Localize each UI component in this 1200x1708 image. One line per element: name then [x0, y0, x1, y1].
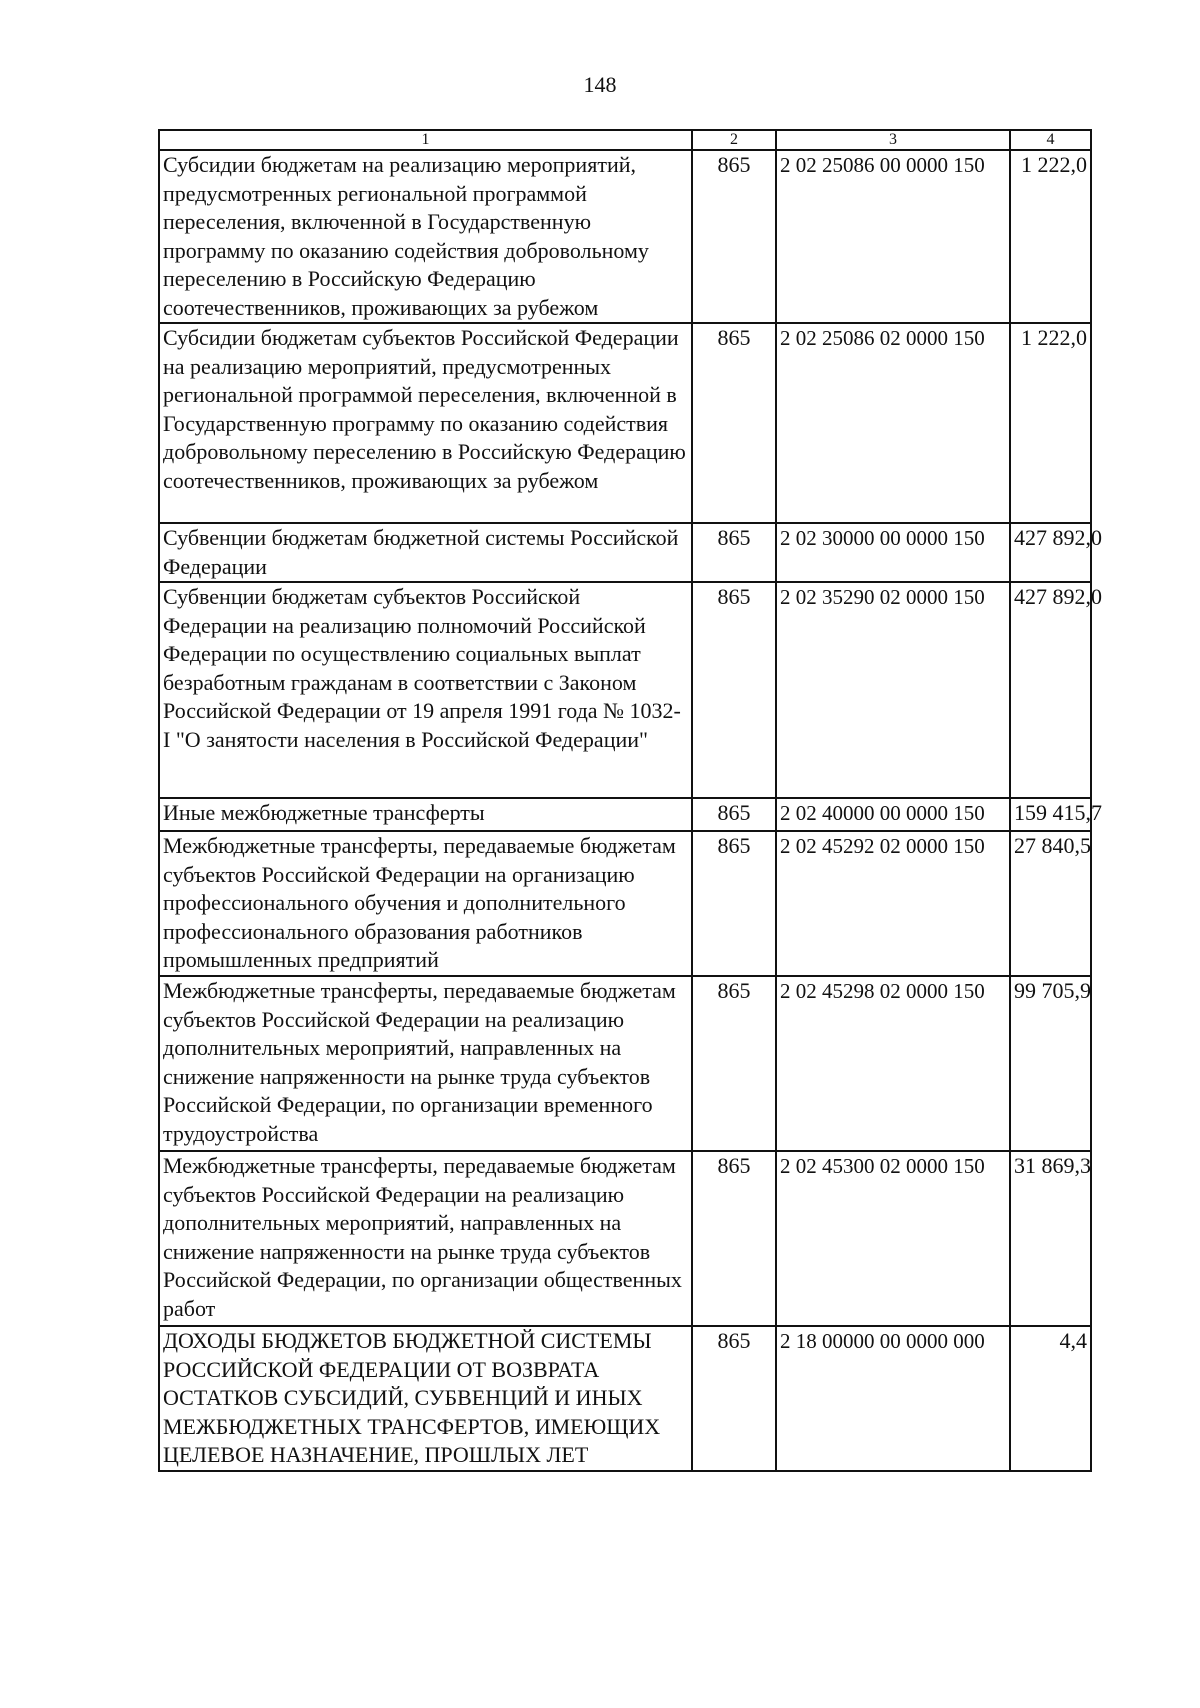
- table-row: [159, 831, 1091, 976]
- table-row: [159, 1326, 1091, 1471]
- table-row: [159, 523, 1091, 582]
- column-header: 1: [159, 130, 692, 150]
- administrator-code-cell: 865: [692, 1151, 776, 1326]
- budget-classification-code-cell: 2 02 40000 00 0000 150: [776, 798, 1010, 831]
- amount-cell: 427 892,0: [1010, 523, 1091, 582]
- revenue-name-cell: ДОХОДЫ БЮДЖЕТОВ БЮДЖЕТНОЙ СИСТЕМЫ РОССИЙСКОЙ ФЕДЕРАЦИИ ОТ ВОЗВРАТА ОСТАТКОВ СУБСИДИЙ, СУБВЕНЦИЙ И ИНЫХ МЕЖБЮДЖЕТНЫХ ТРАНСФЕРТОВ, ИМЕЮЩИХ ЦЕЛЕВОЕ НАЗНАЧЕНИЕ, ПРОШЛЫХ ЛЕТ: [159, 1326, 692, 1471]
- table-row: [159, 582, 1091, 798]
- budget-classification-code-cell: 2 18 00000 00 0000 000: [776, 1326, 1010, 1471]
- budget-classification-code-cell: 2 02 45292 02 0000 150: [776, 831, 1010, 976]
- budget-classification-code-cell: 2 02 25086 00 0000 150: [776, 150, 1010, 323]
- revenue-name-cell: Субвенции бюджетам субъектов Российской Федерации на реализацию полномочий Российской Федерации по осуществлению социальных выплат безработным гражданам в соответствии с Законом Российской Федерации от 19 апреля 1991 года № 1032-I "О занятости населения в Российской Федерации": [159, 582, 692, 798]
- administrator-code-cell: 865: [692, 976, 776, 1151]
- amount-cell: 427 892,0: [1010, 582, 1091, 798]
- administrator-code-cell: 865: [692, 798, 776, 831]
- budget-classification-code-cell: 2 02 30000 00 0000 150: [776, 523, 1010, 582]
- revenue-name-cell: Иные межбюджетные трансферты: [159, 798, 692, 831]
- administrator-code-cell: 865: [692, 523, 776, 582]
- administrator-code-cell: 865: [692, 1326, 776, 1471]
- table-row: [159, 323, 1091, 523]
- table-row: [159, 1151, 1091, 1326]
- page-number: 148: [583, 72, 617, 97]
- budget-classification-code-cell: 2 02 25086 02 0000 150: [776, 323, 1010, 523]
- revenue-name-cell: Межбюджетные трансферты, передаваемые бюджетам субъектов Российской Федерации на реализацию дополнительных мероприятий, направленных на снижение напряженности на рынке труда субъектов Российской Федерации, по организации общественных работ: [159, 1151, 692, 1326]
- amount-cell: 1 222,0: [1010, 323, 1091, 523]
- table-row: [159, 798, 1091, 831]
- amount-cell: 4,4: [1010, 1326, 1091, 1471]
- revenue-name-cell: Субсидии бюджетам субъектов Российской Федерации на реализацию мероприятий, предусмотренных региональной программой переселения, включенной в Государственную программу по оказанию содействия добровольному переселению в Российскую Федерацию соотечественников, проживающих за рубежом: [159, 323, 692, 523]
- amount-cell: 31 869,3: [1010, 1151, 1091, 1326]
- budget-classification-code-cell: 2 02 45300 02 0000 150: [776, 1151, 1010, 1326]
- administrator-code-cell: 865: [692, 150, 776, 323]
- column-header: 3: [776, 130, 1010, 150]
- amount-cell: 27 840,5: [1010, 831, 1091, 976]
- administrator-code-cell: 865: [692, 831, 776, 976]
- budget-revenue-table: [158, 129, 1102, 1472]
- budget-classification-code-cell: 2 02 45298 02 0000 150: [776, 976, 1010, 1151]
- table-row: [159, 150, 1091, 323]
- administrator-code-cell: 865: [692, 323, 776, 523]
- table-row: [159, 976, 1091, 1151]
- amount-cell: 99 705,9: [1010, 976, 1091, 1151]
- budget-classification-code-cell: 2 02 35290 02 0000 150: [776, 582, 1010, 798]
- revenue-name-cell: Межбюджетные трансферты, передаваемые бюджетам субъектов Российской Федерации на организацию профессионального обучения и дополнительного профессионального образования работников промышленных предприятий: [159, 831, 692, 976]
- table-header-row: [159, 130, 1091, 150]
- column-header: 4: [1010, 130, 1091, 150]
- revenue-name-cell: Субвенции бюджетам бюджетной системы Российской Федерации: [159, 523, 692, 582]
- revenue-name-cell: Субсидии бюджетам на реализацию мероприятий, предусмотренных региональной программой переселения, включенной в Государственную программу по оказанию содействия добровольному переселению в Российскую Федерацию соотечественников, проживающих за рубежом: [159, 150, 692, 323]
- column-header: 2: [692, 130, 776, 150]
- amount-cell: 1 222,0: [1010, 150, 1091, 323]
- revenue-name-cell: Межбюджетные трансферты, передаваемые бюджетам субъектов Российской Федерации на реализацию дополнительных мероприятий, направленных на снижение напряженности на рынке труда субъектов Российской Федерации, по организации временного трудоустройства: [159, 976, 692, 1151]
- administrator-code-cell: 865: [692, 582, 776, 798]
- amount-cell: 159 415,7: [1010, 798, 1091, 831]
